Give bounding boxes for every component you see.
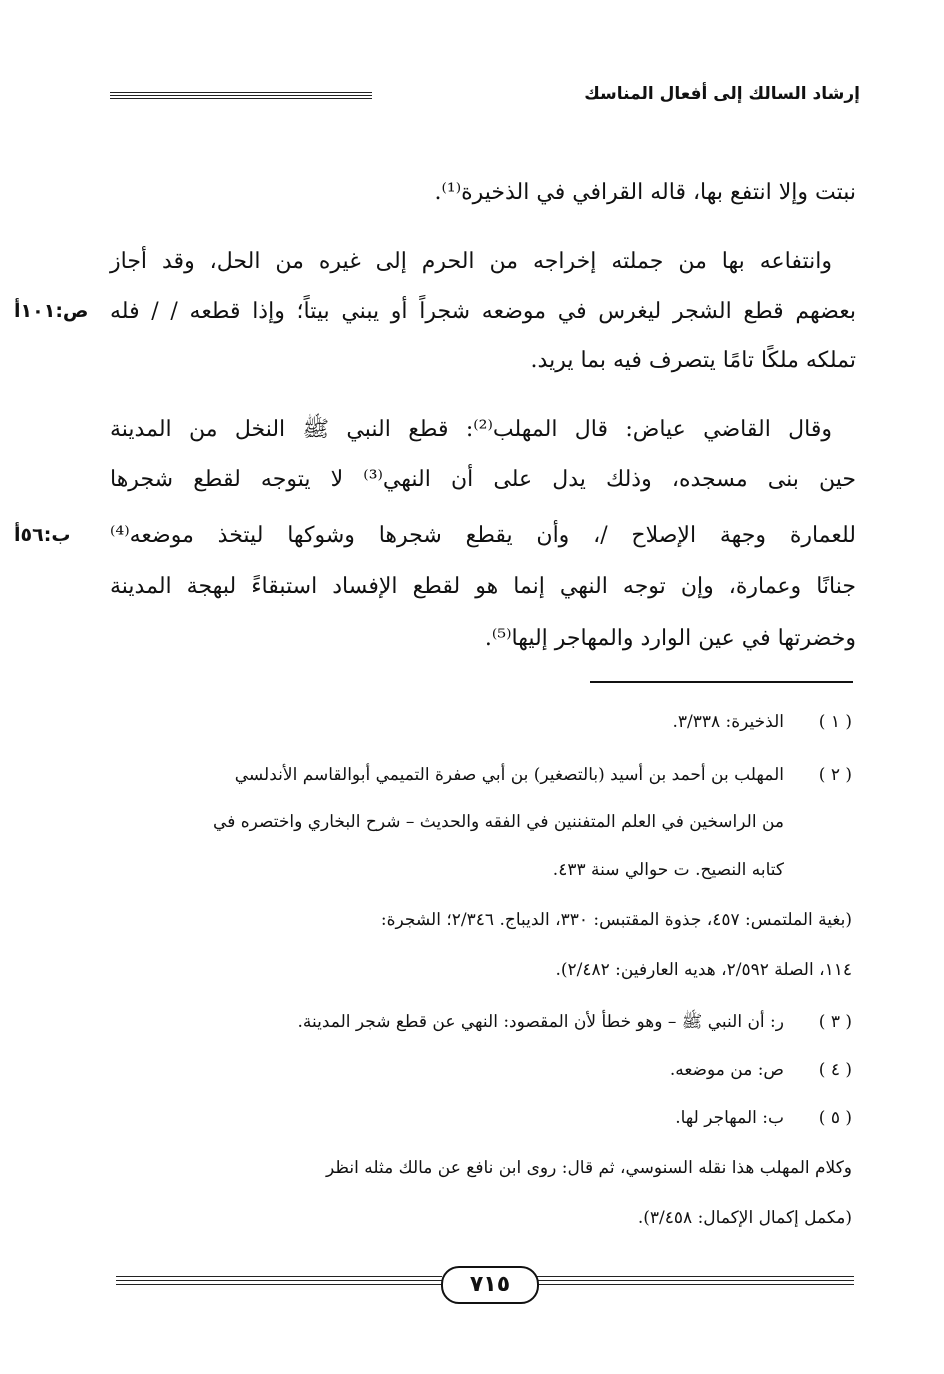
footnote-text: (مكمل إكمال الإكمال: ٣/٤٥٨). xyxy=(637,1208,852,1228)
body-line: للعمارة وجهة الإصلاح /، وأن يقطع شجرها وشوكها ليتخذ موضعه⁽⁴⁾ xyxy=(110,523,856,548)
body-line: جنانًا وعمارة، وإن توجه النهي إنما هو لقطع الإفساد استبقاءً لبهجة المدينة xyxy=(110,574,856,599)
header-rule xyxy=(110,92,372,101)
body-line: وخضرتها في عين الوارد والمهاجر إليها⁽⁵⁾. xyxy=(484,626,856,651)
margin-note-manuscript: ص:١٠١أ xyxy=(14,300,89,322)
footnote-number: ( ٢ ) xyxy=(818,765,852,785)
footer-rule xyxy=(116,1276,442,1277)
body-line: وانتفاعه بها من جملته إخراجه من الحرم إلى غيره من الحل، وقد أجاز xyxy=(110,249,832,274)
body-line: نبتت وإلا انتفع بها، قاله القرافي في الذخيرة⁽¹⁾. xyxy=(434,180,856,205)
footnote-number: ( ٥ ) xyxy=(818,1108,852,1128)
footnote-text: ص: من موضعه. xyxy=(669,1060,784,1080)
footnote-text: (بغية الملتمس: ٤٥٧، جذوة المقتبس: ٣٣٠، الديباج. ٢/٣٤٦؛ الشجرة: xyxy=(380,910,852,930)
footer-rule xyxy=(116,1280,442,1281)
body-line: وقال القاضي عياض: قال المهلب⁽²⁾: قطع النبي ﷺ النخل من المدينة xyxy=(110,417,832,442)
page-number: ٧١٥ xyxy=(441,1266,539,1304)
footnote-text: من الراسخين في العلم المتفننين في الفقه والحديث – شرح البخاري واختصره في xyxy=(213,812,784,832)
body-line: بعضهم قطع الشجر ليغرس في موضعه شجراً أو يبني بيتاً؛ وإذا قطعه / / فله xyxy=(110,299,856,324)
footnote-text: ر: أن النبي ﷺ – وهو خطأ لأن المقصود: النهي عن قطع شجر المدينة. xyxy=(297,1012,784,1032)
body-line: حين بنى مسجده، وذلك يدل على أن النهي⁽³⁾ لا يتوجه لقطع شجرها xyxy=(110,467,856,492)
footnote-number: ( ٤ ) xyxy=(818,1060,852,1080)
running-header-title: إرشاد السالك إلى أفعال المناسك xyxy=(584,84,860,104)
footnote-number: ( ١ ) xyxy=(818,712,852,732)
footnote-text: ١١٤، الصلة ٢/٥٩٢، هديه العارفين: ٢/٤٨٢). xyxy=(555,960,852,980)
footnote-text: ب: المهاجر لها. xyxy=(675,1108,784,1128)
footnote-text: الذخيرة: ٣/٣٣٨. xyxy=(672,712,784,732)
footnote-text: كتابه النصيح. ت حوالي سنة ٤٣٣. xyxy=(552,860,784,880)
footer-rule xyxy=(534,1284,854,1285)
footer-rule xyxy=(116,1284,442,1285)
footer-rule xyxy=(534,1280,854,1281)
footer-rule xyxy=(534,1276,854,1277)
footnote-number: ( ٣ ) xyxy=(818,1012,852,1032)
footnote-text: وكلام المهلب هذا نقله السنوسي، ثم قال: روى ابن نافع عن مالك مثله انظر xyxy=(326,1158,852,1178)
footnote-text: المهلب بن أحمد بن أسيد (بالتصغير) بن أبي صفرة التميمي أبوالقاسم الأندلسي xyxy=(234,765,784,785)
body-line: تملكه ملكًا تامًا يتصرف فيه بما يريد. xyxy=(530,348,856,373)
footnote-separator xyxy=(590,681,853,683)
margin-note-manuscript: ب:٥٦أ xyxy=(14,524,71,546)
